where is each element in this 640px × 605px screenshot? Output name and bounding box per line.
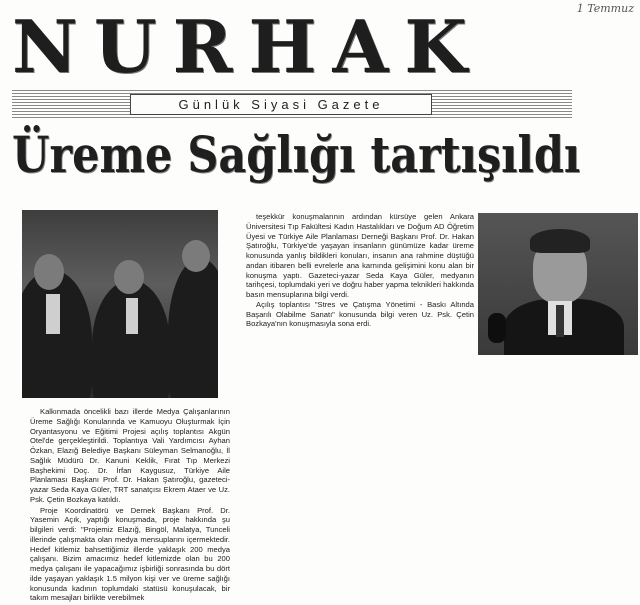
article-headline: Üreme Sağlığı tartışıldı	[12, 125, 581, 184]
microphone	[488, 313, 506, 343]
article-paragraph: Proje Koordinatörü ve Dernek Başkanı Prof. Dr. Yasemin Açık, yaptığı konuşmada, proje hakkında şu bilgileri verdi: "Projemiz Elazığ, Bingöl, Malatya, Tunceli illerinde çalışmakta olan medya mensuplarını içermektedir. Hedef kitlemiz bahsettiğimiz illerde yaklaşık 200 medya çalışanı. Bizim amacımız hedef kitlemizde olan bu 200 medya çalışanı ile yapacağımız işbirliği sonrasında bu dört ilde yaşayan yaklaşık 1.5 milyon kişi ver ve üreme sağlığı konusunda kadının toplumdaki statüsü konuşulacak, bir takım mesajları birlikte verebilmek	[30, 505, 230, 603]
article-middle-column	[246, 212, 474, 329]
newspaper-name: NURHAK	[12, 4, 483, 89]
meeting-audience-photo	[22, 210, 218, 398]
article-left-column	[30, 407, 230, 603]
photo-hair	[530, 229, 590, 253]
photo-head	[34, 254, 64, 290]
photo-figure	[22, 270, 92, 398]
photo-head	[114, 260, 144, 294]
photo-figure	[168, 258, 218, 398]
masthead	[12, 4, 572, 116]
handwritten-date-note: 1 Temmuz	[576, 2, 634, 15]
photo-tie	[556, 305, 564, 337]
photo-head	[182, 240, 210, 272]
article-paragraph: Kalkınmada öncelikli bazı illerde Medya Çalışanlarının Üreme Sağlığı Konularında ve Kamuoyu Oluşturmak İçin Oryantasyonu ve Eğitimi Projesi açılış toplantısı Akgün Otel'de gerçekleştirildi. Toplantıya Vali Yardımcısı Ayhan Özkan, Elazığ Belediye Başkanı Süleyman Selmanoğlu, İl Sağlık Müdürü Dr. Kanuni Keklik, Fırat Tıp Merkezi Başhekimi Doç. Dr. İrfan Kaygusuz, Türkiye Aile Planlaması Başkanı Prof. Dr. Hakan Şatıroğlu, gazeteci-yazar Seda Kaya Güler, TRT sanatçısı Ekrem Ataer ve Uz. Psk. Çetin Bozkaya katıldı.	[30, 407, 230, 504]
photo-shirt	[46, 294, 60, 334]
photo-shirt	[126, 298, 138, 334]
article-paragraph: teşekkür konuşmalarının ardından kürsüye gelen Ankara Üniversitesi Tıp Fakültesi Kadın Hastalıkları ve Doğum AD Öğretim Üyesi ve Türkiye Aile Planlaması Derneği Başkanı Prof. Dr. Hakan Şatıroğlu, Türkiye'de yaşayan insanların günümüze kadar üreme konusunda yanlış bildikleri konuları, insanın ana rahmine düştüğü andan itibaren belli evrelerle ana karnında gelişimini konu alan bir konuşma yaptı. Gazeteci-yazar Seda Kaya Güler, medyanın tarihçesi, toplumdaki yeri ve doğru haber yapma teknikleri hakkında basın mensuplarına bilgi verdi.	[246, 212, 474, 299]
newspaper-tagline: Günlük Siyasi Gazete	[130, 94, 432, 115]
article-paragraph: Açılış toplantısı "Stres ve Çatışma Yönetimi - Baskı Altında Başarılı Olabilme Sanatı" konusunda bilgi veren Uz. Psk. Çetin Bozkaya'nın konuşmasıyla sona erdi.	[246, 299, 474, 329]
speaker-at-microphone-photo	[478, 213, 638, 355]
